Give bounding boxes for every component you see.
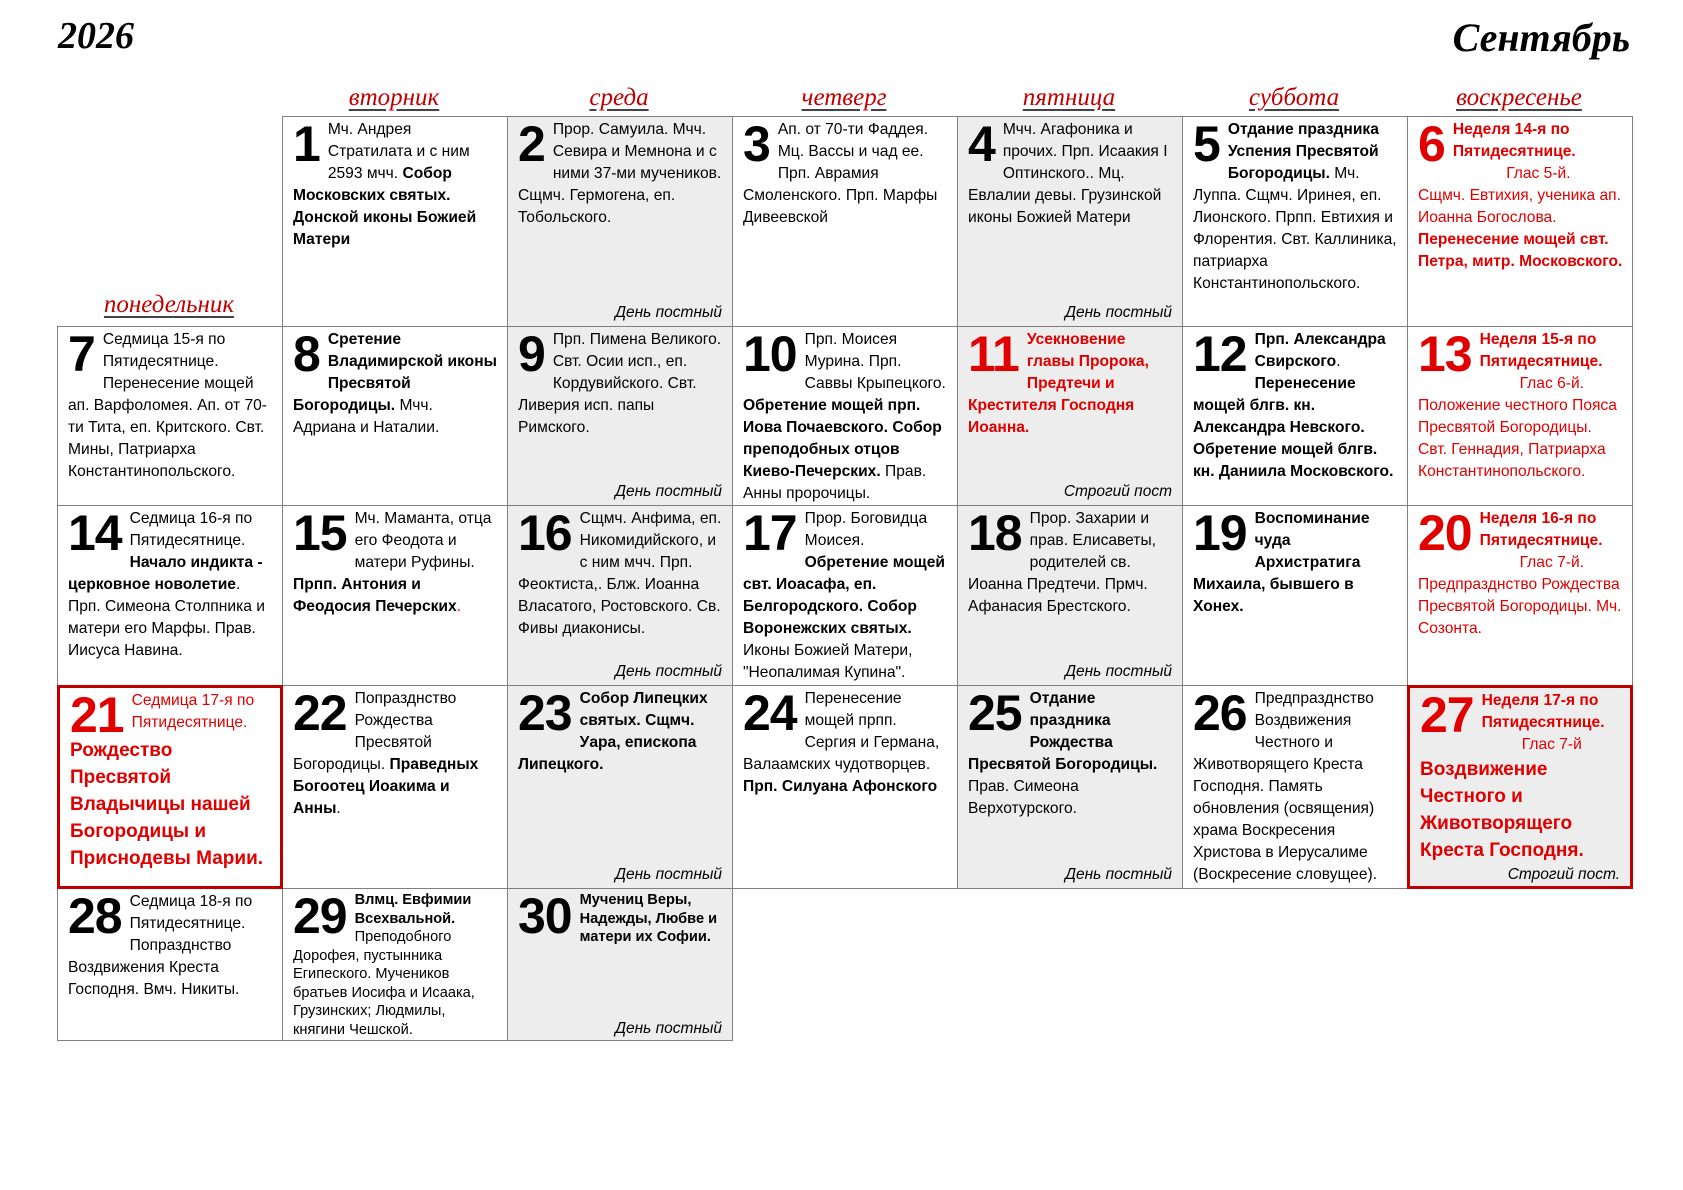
fast-day-label: День постный	[615, 663, 722, 680]
weekday-thursday: четверг	[801, 84, 887, 111]
fast-day-label: День постный	[1065, 304, 1172, 321]
day-cell-14	[57, 505, 283, 686]
weekday-monday: понедельник	[103, 291, 235, 318]
day-number: 16	[518, 505, 572, 561]
day-number: 5	[1193, 116, 1220, 172]
weekday-tuesday: вторник	[348, 84, 440, 111]
day-number: 10	[743, 326, 797, 382]
day-feast: Праведных Богоотец Иоакима и Анны	[293, 756, 479, 817]
day-cell-18	[957, 505, 1183, 686]
day-number: 24	[743, 685, 797, 741]
day-cell-19	[1182, 505, 1408, 686]
day-sunday-title: Неделя 15-я по Пятидесятнице.	[1479, 331, 1603, 370]
day-number: 20	[1418, 505, 1472, 561]
day-text: Сщмч. Анфима, еп. Никомидийского, и с ним мчч. Прп. Феоктиста,. Блж. Иоанна Власатого, Ростовского. Св. Фивы диаконисы.	[518, 510, 722, 637]
day-number: 13	[1418, 326, 1472, 382]
day-text: Седмица 17-я по Пятидесятнице.	[131, 692, 255, 731]
day-cell-17	[732, 505, 958, 686]
day-cell-25	[957, 685, 1183, 889]
day-text: Попразднство Рождества Пресвятой Богородицы.	[293, 690, 457, 773]
day-number: 11	[968, 326, 1019, 382]
day-number: 12	[1193, 326, 1247, 382]
day-text: Мчч. Агафоника и прочих. Прп. Исаакия I Оптинского.. Мц. Евлалии девы. Грузинской иконы Божией Матери	[968, 121, 1168, 226]
year-title: 2026	[58, 15, 134, 57]
day-cell-28	[57, 888, 283, 1041]
day-cell-5	[1182, 116, 1408, 327]
day-sunday-title: Неделя 16-я по Пятидесятнице.	[1479, 510, 1603, 549]
day-cell-22	[282, 685, 508, 889]
day-cell-16	[507, 505, 733, 686]
day-number: 22	[293, 685, 347, 741]
day-number: 27	[1420, 687, 1474, 743]
day-text-2: Иконы Божией Матери, "Неопалимая Купина".	[743, 642, 913, 681]
day-sunday-title: Неделя 17-я по Пятидесятнице.	[1481, 692, 1605, 731]
day-feast: Обретение мощей свт. Иоасафа, еп. Белгородского. Собор Воронежских святых.	[743, 554, 945, 637]
day-cell-11	[957, 326, 1183, 506]
weekday-wednesday: среда	[589, 84, 649, 111]
day-cell-3	[732, 116, 958, 327]
day-cell-1	[282, 116, 508, 327]
day-text: Седмица 15-я по Пятидесятнице. Перенесение мощей ап. Варфоломея. Ап. от 70-ти Тита, еп. Критского. Свт. Мины, Патриарха Константинопольского.	[68, 331, 267, 480]
day-feast: Прп. Силуана Афонского	[743, 778, 938, 795]
day-feast: Обретение мощей прп. Иова Почаевского. Собор преподобных отцов Киево-Печерских.	[743, 397, 942, 480]
day-cell-15	[282, 505, 508, 686]
day-cell-4	[957, 116, 1183, 327]
day-tone: Глас 6-й.	[1519, 375, 1584, 392]
day-number: 19	[1193, 505, 1247, 561]
day-number: 4	[968, 116, 995, 172]
day-feast: Рождество Пресвятой Владычицы нашей Богородицы и Приснодевы Марии.	[70, 740, 264, 869]
day-feast: Сретение Владимирской иконы Пресвятой Богородицы.	[293, 331, 497, 414]
day-number: 8	[293, 326, 320, 382]
day-number: 29	[293, 888, 347, 944]
fast-day-label: День постный	[1065, 866, 1172, 883]
day-cell-20	[1407, 505, 1633, 686]
day-feast-2: Перенесение мощей блгв. кн. Александра Невского. Обретение мощей блгв. кн. Даниила Московского.	[1193, 375, 1394, 480]
day-text: Прор. Захарии и прав. Елисаветы, родителей св. Иоанна Предтечи. Прмч. Афанасия Брестского.	[968, 510, 1156, 615]
day-cell-23	[507, 685, 733, 889]
day-tone: Глас 7-й.	[1519, 554, 1584, 571]
day-number: 21	[70, 687, 124, 743]
day-feast: Отдание праздника Успения Пресвятой Богородицы.	[1227, 121, 1379, 182]
fast-day-label: День постный	[615, 483, 722, 500]
day-text: Прав. Анны пророчицы.	[743, 463, 927, 502]
day-text: Седмица 16-я по Пятидесятнице.	[129, 510, 253, 549]
day-number: 9	[518, 326, 545, 382]
day-number: 6	[1418, 116, 1445, 172]
day-tone: Глас 7-й	[1521, 736, 1582, 753]
day-text: Прор. Боговидца Моисея.	[804, 510, 928, 549]
day-cell-30	[507, 888, 733, 1041]
day-punct: .	[456, 598, 462, 615]
day-cell-26	[1182, 685, 1408, 889]
day-cell-8	[282, 326, 508, 506]
day-number: 1	[293, 116, 320, 172]
day-number: 14	[68, 505, 122, 561]
day-text: Положение честного Пояса Пресвятой Богородицы. Свт. Геннадия, Патриарха Константинопольского.	[1418, 397, 1617, 480]
day-number: 18	[968, 505, 1022, 561]
weekday-saturday: суббота	[1248, 84, 1340, 111]
day-feast: Прпп. Антония и Феодосия Печерских	[293, 576, 457, 615]
day-text: Прав. Симеона Верхотурского.	[968, 778, 1079, 817]
day-feast: Прп. Александра Свирского	[1254, 331, 1386, 370]
day-cell-10	[732, 326, 958, 506]
day-cell-9	[507, 326, 733, 506]
day-feast: Влмц. Евфимии Всехвальной.	[354, 892, 472, 927]
day-sunday-title: Неделя 14-я по Пятидесятнице.	[1452, 121, 1576, 160]
day-feast: Начало индикта - церковное новолетие	[68, 554, 263, 593]
day-number: 15	[293, 505, 347, 561]
strict-fast-label: Строгий пост.	[1507, 866, 1620, 883]
day-text: Прп. Пимена Великого. Свт. Осии исп., еп. Кордувийского. Свт. Ливерия исп. папы Римского.	[518, 331, 722, 436]
day-cell-24	[732, 685, 958, 889]
day-number: 28	[68, 888, 122, 944]
fast-day-label: День постный	[615, 304, 722, 321]
day-number: 3	[743, 116, 770, 172]
day-cell-2	[507, 116, 733, 327]
fast-day-label: День постный	[615, 866, 722, 883]
day-text: Сщмч. Евтихия, ученика ап. Иоанна Богослова.	[1418, 187, 1621, 226]
day-text: Предпразднство Воздвижения Честного и Животворящего Креста Господня. Память обновления (освящения) храма Воскресения Христова в Иерусалиме (Воскресение словущее).	[1193, 690, 1378, 883]
day-cell-7	[57, 326, 283, 506]
day-feast: Мучениц Веры, Надежды, Любве и матери их Софии.	[579, 892, 718, 945]
day-punct: .	[336, 800, 341, 817]
day-feast: Перенесение мощей свт. Петра, митр. Московского.	[1418, 231, 1623, 270]
day-number: 7	[68, 326, 95, 382]
day-text: Мч. Луппа. Сщмч. Иринея, еп. Лионского. Прпп. Евтихия и Флорентия. Свт. Каллиника, патриарха Константинопольского.	[1193, 165, 1397, 292]
fast-day-label: День постный	[615, 1019, 722, 1037]
day-text-2: . Прп. Симеона Столпника и матери его Марфы. Прав. Иисуса Навина.	[68, 576, 265, 659]
day-tone: Глас 5-й.	[1506, 165, 1571, 182]
day-feast: Собор Московских святых. Донской иконы Божией Матери	[293, 165, 477, 248]
day-text: Прор. Самуила. Мчч. Севира и Мемнона и с ними 37-ми мучеников. Сщмч. Гермогена, еп. Тобольского.	[518, 121, 722, 226]
day-text: Предпразднство Рождества Пресвятой Богородицы. Мч. Созонта.	[1418, 576, 1622, 637]
day-text: Ап. от 70-ти Фаддея. Мц. Вассы и чад ее. Прп. Аврамия Смоленского. Прп. Марфы Дивеевской	[743, 121, 938, 226]
day-feast: Собор Липецких святых. Сщмч. Уара, епископа Липецкого.	[518, 690, 708, 773]
day-text: Прп. Моисея Мурина. Прп. Саввы Крыпецкого.	[804, 331, 946, 392]
day-text: .	[1336, 353, 1341, 370]
day-text: Мчч. Адриана и Наталии.	[293, 397, 440, 436]
day-number: 2	[518, 116, 545, 172]
day-feast: Отдание праздника Рождества Пресвятой Богородицы.	[968, 690, 1158, 773]
day-cell-27	[1407, 685, 1633, 889]
day-text: Перенесение мощей прпп. Сергия и Германа, Валаамских чудотворцев.	[743, 690, 940, 773]
day-number: 30	[518, 888, 572, 944]
day-cell-12	[1182, 326, 1408, 506]
day-text: Мч. Маманта, отца его Феодота и матери Руфины.	[354, 510, 492, 571]
weekday-sunday: воскресенье	[1456, 84, 1582, 111]
day-feast: Воздвижение Честного и Животворящего Креста Господня.	[1420, 759, 1584, 861]
day-cell-13	[1407, 326, 1633, 506]
day-cell-29	[282, 888, 508, 1041]
day-text: Седмица 18-я по Пятидесятнице. Попразднство Воздвижения Креста Господня. Вмч. Никиты.	[68, 893, 253, 998]
day-number: 17	[743, 505, 797, 561]
day-cell-6	[1407, 116, 1633, 327]
day-number: 26	[1193, 685, 1247, 741]
fast-day-label: День постный	[1065, 663, 1172, 680]
day-text: Преподобного Дорофея, пустынника Египеского. Мучеников братьев Иосифа и Исаака, Грузинских; Людмилы, княгини Чешской.	[293, 929, 475, 1038]
day-feast: Воспоминание чуда Архистратига Михаила, бывшего в Хонех.	[1193, 510, 1370, 615]
day-feast: Усекновение главы Пророка, Предтечи и Крестителя Господня Иоанна.	[968, 331, 1149, 436]
strict-fast-label: Строгий пост	[1063, 483, 1172, 500]
day-text: Мч. Андрея Стратилата и с ним 2593 мчч.	[327, 121, 470, 182]
month-title: Сентябрь	[1452, 15, 1630, 60]
day-number: 23	[518, 685, 572, 741]
day-number: 25	[968, 685, 1022, 741]
weekday-friday: пятница	[1022, 84, 1116, 111]
day-cell-21	[57, 685, 283, 889]
